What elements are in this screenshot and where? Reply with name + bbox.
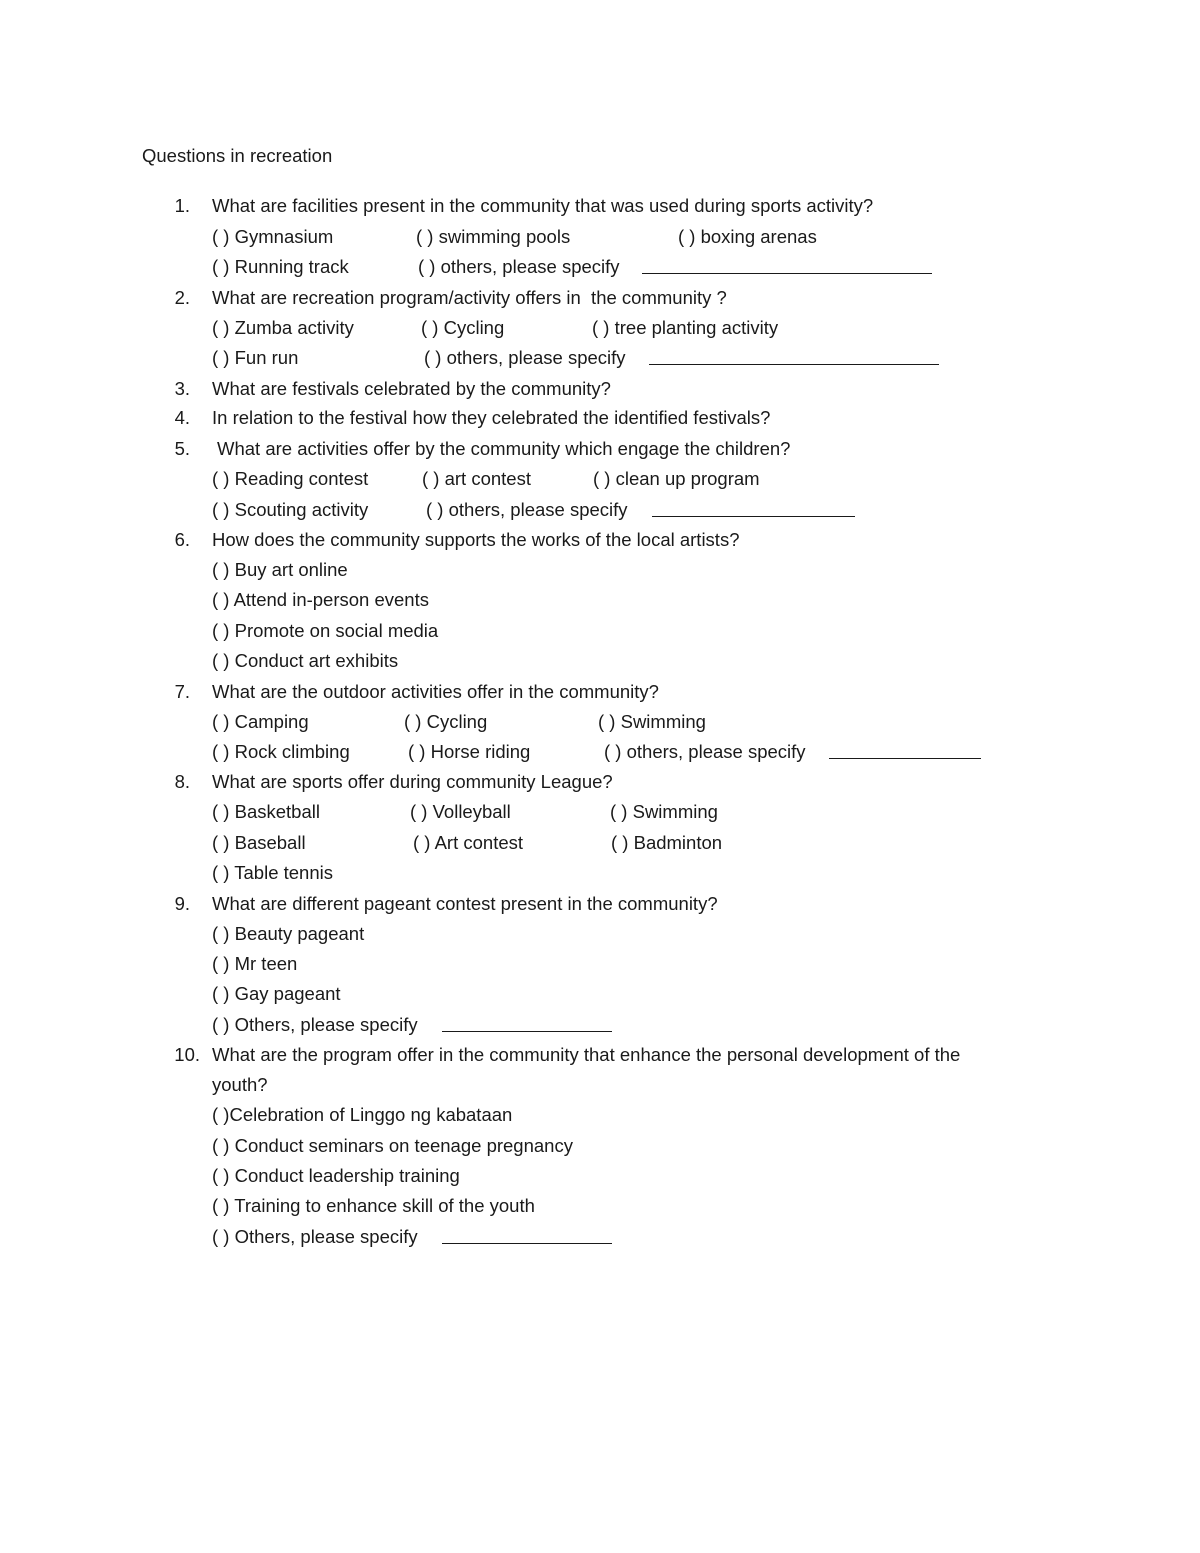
question-number: 4. — [174, 407, 190, 428]
question-2 — [0, 286, 1200, 310]
option-others: ( ) Others, please specify — [212, 1226, 418, 1247]
option-beauty-pageant: ( ) Beauty pageant — [212, 923, 365, 944]
option-cycling: ( ) Cycling — [404, 711, 488, 732]
option-gay-pageant: ( ) Gay pageant — [212, 983, 341, 1004]
question-number: 3. — [174, 378, 190, 399]
option-reading-contest: ( ) Reading contest — [212, 468, 369, 489]
option-basketball: ( ) Basketball — [212, 801, 320, 822]
specify-blank — [642, 255, 932, 274]
option-row — [0, 1013, 1200, 1037]
option-rock-climbing: ( ) Rock climbing — [212, 741, 350, 762]
option-volleyball: ( ) Volleyball — [410, 801, 511, 822]
option-row — [0, 255, 1200, 279]
question-text: What are festivals celebrated by the community? — [212, 378, 611, 399]
option-boxing-arenas: ( ) boxing arenas — [678, 226, 817, 247]
question-text: In relation to the festival how they celebrated the identified festivals? — [212, 407, 771, 428]
question-text: What are the outdoor activities offer in the community? — [212, 681, 659, 702]
option-swimming-pools: ( ) swimming pools — [416, 226, 571, 247]
option-promote-social: ( ) Promote on social media — [212, 620, 439, 641]
option-clean-up: ( ) clean up program — [593, 468, 760, 489]
document-title: Questions in recreation — [142, 145, 333, 166]
option-row — [0, 316, 1200, 340]
question-number: 8. — [174, 771, 190, 792]
option-table-tennis: ( ) Table tennis — [212, 862, 333, 883]
option-others: ( ) others, please specify — [604, 741, 806, 762]
option-baseball: ( ) Baseball — [212, 832, 306, 853]
option-zumba: ( ) Zumba activity — [212, 317, 354, 338]
specify-blank — [829, 740, 981, 759]
specify-blank — [442, 1225, 612, 1244]
option-mr-teen: ( ) Mr teen — [212, 953, 298, 974]
option-art-contest: ( ) Art contest — [413, 832, 524, 853]
option-others: ( ) others, please specify — [426, 499, 628, 520]
option-leadership-training: ( ) Conduct leadership training — [212, 1165, 460, 1186]
question-10 — [0, 1043, 1200, 1067]
specify-blank — [652, 498, 855, 517]
question-5 — [0, 437, 1200, 461]
option-row — [0, 710, 1200, 734]
option-others: ( ) others, please specify — [424, 347, 626, 368]
question-9 — [0, 892, 1200, 916]
specify-blank — [442, 1013, 612, 1032]
option-swimming: ( ) Swimming — [610, 801, 718, 822]
question-text: What are activities offer by the community which engage the children? — [217, 438, 791, 459]
question-number: 5. — [174, 438, 190, 459]
question-7 — [0, 680, 1200, 704]
question-1 — [0, 194, 1200, 218]
question-text: What are the program offer in the community that enhance the personal development of the — [212, 1044, 961, 1065]
question-number: 1. — [174, 195, 190, 216]
question-number: 6. — [174, 529, 190, 550]
option-row — [0, 467, 1200, 491]
question-number: 9. — [174, 893, 190, 914]
option-others: ( ) Others, please specify — [212, 1014, 418, 1035]
option-linggo-kabataan: ( )Celebration of Linggo ng kabataan — [212, 1104, 513, 1125]
option-buy-art: ( ) Buy art online — [212, 559, 348, 580]
option-art-exhibits: ( ) Conduct art exhibits — [212, 650, 399, 671]
question-6 — [0, 528, 1200, 552]
question-number: 10. — [174, 1044, 200, 1065]
question-text: What are sports offer during community League? — [212, 771, 613, 792]
option-others: ( ) others, please specify — [418, 256, 620, 277]
option-horse-riding: ( ) Horse riding — [408, 741, 531, 762]
question-3 — [0, 377, 1200, 401]
option-tree-planting: ( ) tree planting activity — [592, 317, 779, 338]
question-text: How does the community supports the works of the local artists? — [212, 529, 740, 550]
option-row — [0, 346, 1200, 370]
option-fun-run: ( ) Fun run — [212, 347, 299, 368]
question-number: 7. — [174, 681, 190, 702]
question-text: What are recreation program/activity offers in the community ? — [212, 287, 727, 308]
question-4 — [0, 406, 1200, 430]
option-scouting: ( ) Scouting activity — [212, 499, 369, 520]
option-camping: ( ) Camping — [212, 711, 309, 732]
option-badminton: ( ) Badminton — [611, 832, 723, 853]
option-row — [0, 498, 1200, 522]
question-text: What are different pageant contest present in the community? — [212, 893, 718, 914]
option-cycling: ( ) Cycling — [421, 317, 505, 338]
question-8 — [0, 770, 1200, 794]
option-row — [0, 831, 1200, 855]
option-row — [0, 1225, 1200, 1249]
question-number: 2. — [174, 287, 190, 308]
option-row — [0, 225, 1200, 249]
option-attend-events: ( ) Attend in-person events — [212, 589, 429, 610]
question-text: What are facilities present in the community that was used during sports activity? — [212, 195, 874, 216]
option-row — [0, 740, 1200, 764]
option-teenage-pregnancy: ( ) Conduct seminars on teenage pregnancy — [212, 1135, 573, 1156]
option-running-track: ( ) Running track — [212, 256, 349, 277]
option-gymnasium: ( ) Gymnasium — [212, 226, 334, 247]
option-art-contest: ( ) art contest — [422, 468, 531, 489]
option-skill-training: ( ) Training to enhance skill of the youth — [212, 1195, 535, 1216]
question-text-continued: youth? — [212, 1074, 268, 1095]
option-row — [0, 800, 1200, 824]
specify-blank — [649, 346, 939, 365]
option-swimming: ( ) Swimming — [598, 711, 706, 732]
